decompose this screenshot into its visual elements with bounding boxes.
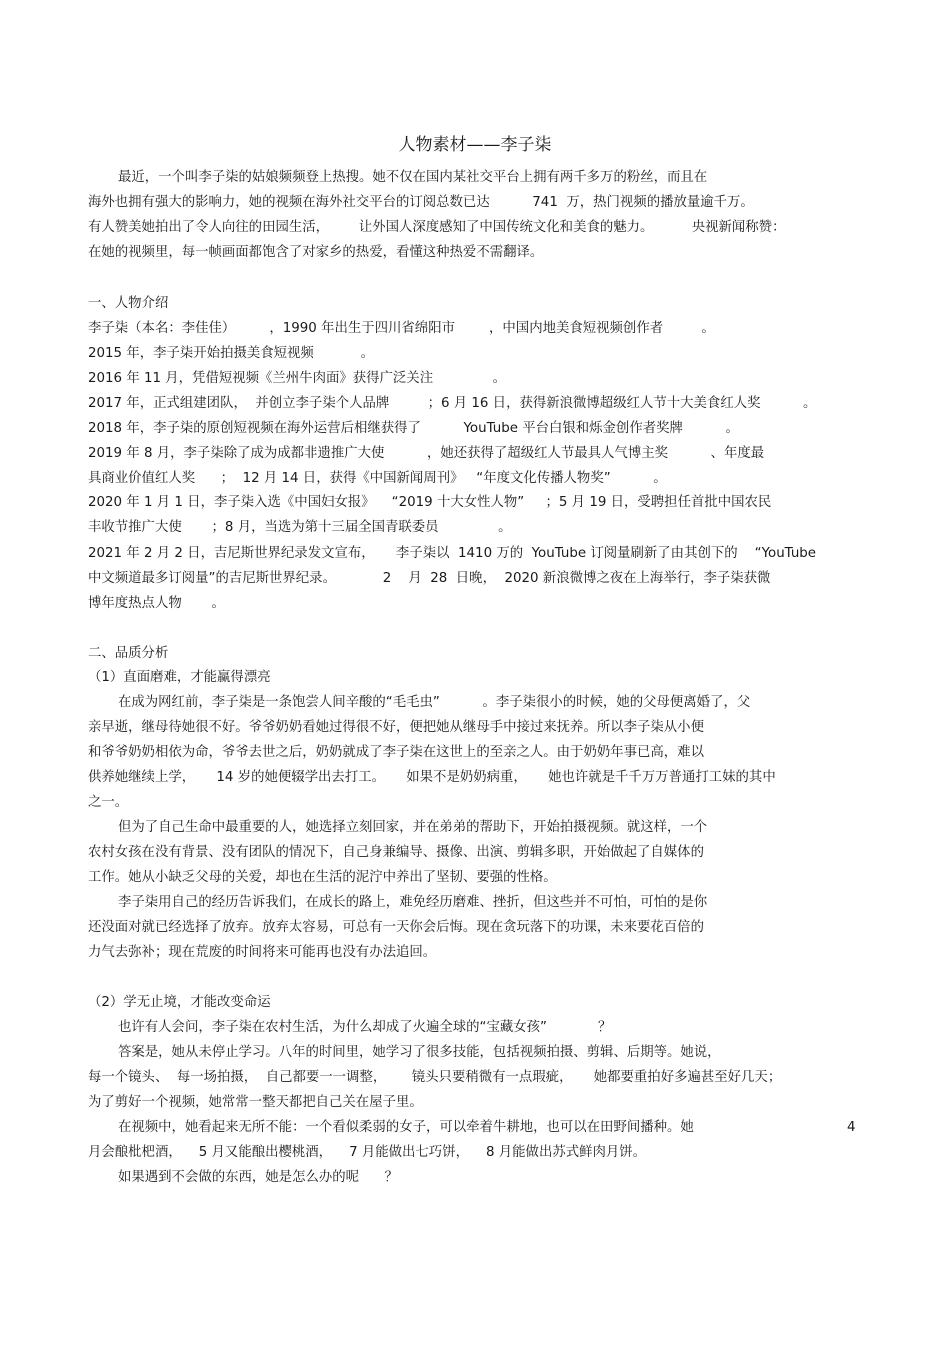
text-line: 农村女孩在没有背景、没有团队的情况下，自己身兼编导、摄像、出演、剪辑多职，开始做起了自媒体的 [88, 845, 704, 860]
section-heading: 二、品质分析 [88, 646, 169, 661]
section-heading: 一、人物介绍 [88, 296, 169, 311]
text-line: 具商业价值红人奖 ； 12 月 14 日，获得《中国新闻周刊》 “年度文化传播人物奖” 。 [88, 471, 667, 486]
text-line: 和爷爷奶奶相依为命，爷爷去世之后，奶奶就成了李子柒在这世上的至亲之人。由于奶奶年事已高，难以 [88, 745, 704, 760]
text-line: 最近，一个叫李子柒的姑娘频频登上热搜。她不仅在国内某社交平台上拥有两千多万的粉丝，而且在 [118, 170, 708, 185]
text-line: 力气去弥补；现在荒废的时间将来可能再也没有办法追回。 [88, 945, 437, 960]
subsection-heading: （1）直面磨难，才能赢得漂亮 [88, 670, 271, 685]
text-line: 月会酿枇杷酒， 5 月又能酿出樱桃酒， 7 月能做出七巧饼， 8 月能做出苏式鲜肉月饼。 [88, 1145, 647, 1160]
text-line: 每一个镜头、 每一场拍摄， 自己都要一一调整， 镜头只要稍微有一点瑕疵， 她都要重拍好多遍甚至好几天； [88, 1070, 782, 1085]
text-line: 但为了自己生命中最重要的人，她选择立刻回家，并在弟弟的帮助下，开始拍摄视频。就这样，一个 [118, 820, 708, 835]
text-line: 供养她继续上学， 14 岁的她便辍学出去打工。 如果不是奶奶病重， 她也许就是千千万万普通打工妹的其中 [88, 770, 776, 785]
text-line: 如果遇到不会做的东西，她是怎么办的呢 ？ [118, 1170, 398, 1185]
text-line: 中文频道最多订阅量”的吉尼斯世界纪录。 2 月 28 日晚， 2020 新浪微博之夜在上海举行，李子柒获微 [88, 571, 771, 586]
text-line: 2020 年 1 月 1 日，李子柒入选《中国妇女报》 “2019 十大女性人物” ；5 月 19 日，受聘担任首批中国农民 [88, 495, 772, 510]
text-line: 在视频中，她看起来无所不能：一个看似柔弱的女子，可以牵着牛耕地，也可以在田野间播种。她 4 [118, 1120, 856, 1135]
text-line: 李子柒用自己的经历告诉我们，在成长的路上，难免经历磨难、挫折，但这些并不可怕，可怕的是你 [118, 895, 708, 910]
text-line: 为了剪好一个视频，她常常一整天都把自己关在屋子里。 [88, 1095, 423, 1110]
text-line: 丰收节推广大使 ；8 月，当选为第十三届全国青联委员 。 [88, 520, 512, 535]
text-line: 工作。她从小缺乏父母的关爱，却也在生活的泥泞中养出了坚韧、要强的性格。 [88, 870, 557, 885]
subsection-heading: （2）学无止境，才能改变命运 [88, 995, 271, 1010]
text-line: 海外也拥有强大的影响力，她的视频在海外社交平台的订阅总数已达 741 万，热门视频的播放量逾千万。 [88, 195, 754, 210]
text-line: 2016 年 11 月，凭借短视频《兰州牛肉面》获得广泛关注 。 [88, 371, 507, 386]
text-line: 还没面对就已经选择了放弃。放弃太容易，可总有一天你会后悔。现在贪玩落下的功课，未来要花百倍的 [88, 920, 704, 935]
text-line: 之一。 [88, 795, 129, 810]
text-line: 在她的视频里，每一帧画面都饱含了对家乡的热爱，看懂这种热爱不需翻译。 [88, 245, 544, 260]
text-line: 答案是，她从未停止学习。八年的时间里，她学习了很多技能，包括视频拍摄、剪辑、后期等。她说， [118, 1045, 721, 1060]
text-line: 博年度热点人物 。 [88, 596, 225, 611]
text-line: 李子柒（本名：李佳佳） ，1990 年出生于四川省绵阳市 ，中国内地美食短视频创作者 。 [88, 321, 715, 336]
text-line: 2019 年 8 月，李子柒除了成为成都非遗推广大使 ，她还获得了超级红人节最具人气博主奖 、年度最 [88, 446, 765, 461]
text-line: 2021 年 2 月 2 日，吉尼斯世界纪录发文宣布， 李子柒以 1410 万的 YouTube 订阅量刷新了由其创下的 “YouTube [88, 546, 817, 561]
page-title: 人物素材——李子柒 [398, 135, 552, 155]
text-line: 2015 年，李子柒开始拍摄美食短视频 。 [88, 346, 375, 361]
text-line: 2017 年，正式组建团队， 并创立李子柒个人品牌 ；6 月 16 日，获得新浪微博超级红人节十大美食红人奖 。 [88, 396, 817, 411]
text-line: 亲早逝，继母待她很不好。爷爷奶奶看她过得很不好，便把她从继母手中接过来抚养。所以李子柒从小便 [88, 720, 704, 735]
text-line: 也许有人会问，李子柒在农村生活，为什么却成了火遍全球的“宝藏女孩” ？ [118, 1020, 612, 1035]
text-line: 在成为网红前，李子柒是一条饱尝人间辛酸的“毛毛虫” 。李子柒很小的时候，她的父母便离婚了，父 [118, 695, 751, 710]
text-line: 有人赞美她拍出了令人向往的田园生活， 让外国人深度感知了中国传统文化和美食的魅力。 央视新闻称赞： [88, 220, 786, 235]
text-line: 2018 年，李子柒的原创短视频在海外运营后相继获得了 YouTube 平台白银和烁金创作者奖牌 。 [88, 421, 739, 436]
